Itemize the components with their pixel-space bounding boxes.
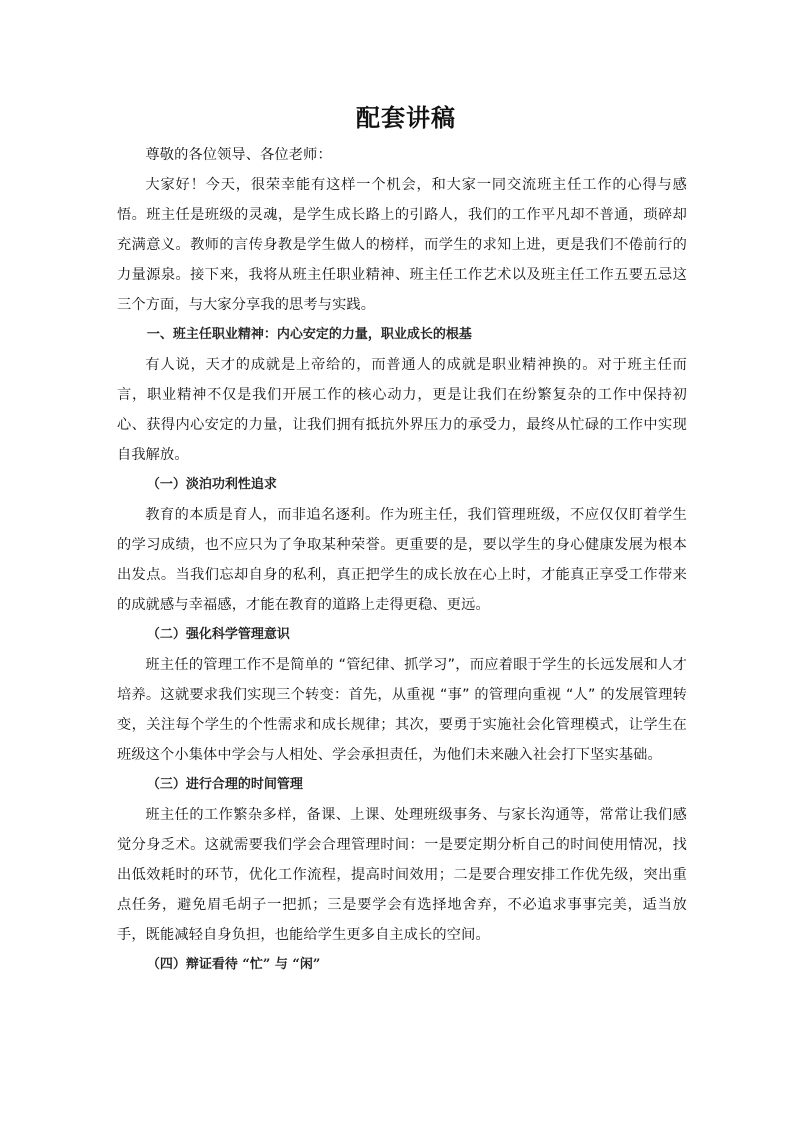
subsection-heading-1: （一）淡泊功利性追求 (146, 477, 277, 492)
paragraph-subsection-3: 班主任的工作繁杂多样，备课、上课、处理班级事务、与家长沟通等，常常让我们感觉分身乏术。这就需要我们学会合理管理时间：一是要定期分析自己的时间使用情况，找出低效耗时的环节，优化工作流程，提高时间效用；二是要合理安排工作优先级，突出重点任务，避免眉毛胡子一把抓；三是要学会有选择地舍弃，不必追求事事完美，适当放手，既能减轻自身负担，也能给学生更多自主成长的空间。 (117, 807, 687, 943)
subsection-heading-4: （四）辩证看待 “忙” 与 “闲” (146, 957, 321, 972)
section-heading-1: 一、班主任职业精神：内心安定的力量，职业成长的根基 (146, 327, 472, 342)
subsection-heading-2: （二）强化科学管理意识 (146, 627, 290, 642)
document-page (117, 100, 687, 980)
subsection-heading-3: （三）进行合理的时间管理 (146, 777, 303, 792)
document-title: 配套讲稿 (356, 104, 456, 132)
paragraph-section-1: 有人说，天才的成就是上帝给的，而普通人的成就是职业精神换的。对于班主任而言，职业精神不仅是我们开展工作的核心动力，更是让我们在纷繁复杂的工作中保持初心、获得内心安定的力量，让我们拥有抵抗外界压力的承受力，最终从忙碌的工作中实现自我解放。 (117, 357, 687, 463)
paragraph-intro: 大家好！今天，很荣幸能有这样一个机会，和大家一同交流班主任工作的心得与感悟。班主任是班级的灵魂，是学生成长路上的引路人，我们的工作平凡却不普通，琐碎却充满意义。教师的言传身教是学生做人的榜样，而学生的求知上进，更是我们不倦前行的力量源泉。接下来，我将从班主任职业精神、班主任工作艺术以及班主任工作五要五忌这三个方面，与大家分享我的思考与实践。 (117, 177, 687, 313)
salutation: 尊敬的各位领导、各位老师： (145, 147, 332, 163)
paragraph-subsection-1: 教育的本质是育人，而非追名逐利。作为班主任，我们管理班级，不应仅仅盯着学生的学习成绩，也不应只为了争取某种荣誉。更重要的是，要以学生的身心健康发展为根本出发点。当我们忘却自身的私利，真正把学生的成长放在心上时，才能真正享受工作带来的成就感与幸福感，才能在教育的道路上走得更稳、更远。 (117, 507, 687, 613)
paragraph-subsection-2: 班主任的管理工作不是简单的 “管纪律、抓学习”，而应着眼于学生的长远发展和人才培养。这就要求我们实现三个转变：首先，从重视 “事” 的管理向重视 “人” 的发展管理转变，关注每个学生的个性需求和成长规律；其次，要勇于实施社会化管理模式，让学生在班级这个小集体中学会与人相处、学会承担责任，为他们未来融入社会打下坚实基础。 (117, 657, 687, 763)
